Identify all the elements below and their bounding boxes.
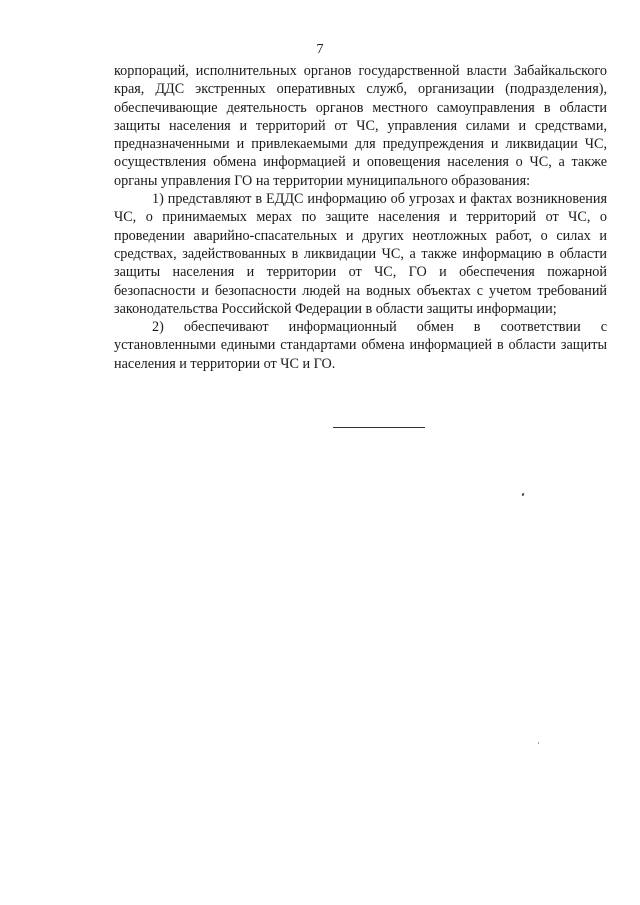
page-number: 7 <box>316 42 324 57</box>
end-of-section-divider <box>333 427 425 428</box>
paragraph-intro: корпораций, исполнительных органов государственной власти Забайкальского края, ДДС экстренных оперативных служб, организации (подразделения), обеспечивающие деятельность органов местного самоуправления в области защиты населения и территорий от ЧС, управления силами и средствами, предназначенными и привлекаемыми для предупреждения и ликвидации ЧС, осуществления обмена информацией и оповещения населения о ЧС, а также органы управления ГО на территории муниципального образования: <box>114 63 607 189</box>
document-body <box>114 62 607 373</box>
list-item-1: 1) представляют в ЕДДС информацию об угрозах и фактах возникновения ЧС, о принимаемых мерах по защите населения и территорий от ЧС, о проведении аварийно-спасательных и других неотложных работ, о силах и средствах, задействованных в ликвидации ЧС, а также информацию в области защиты населения и территории от ЧС, ГО и обеспечения пожарной безопасности и безопасности людей на водных объектах с учетом требований законодательства Российской Федерации в области защиты информации; <box>114 191 607 317</box>
scan-speck <box>538 742 539 744</box>
list-item-2: 2) обеспечивают информационный обмен в соответствии с установленными едиными стандартами обмена информацией в области защиты населения и территории от ЧС и ГО. <box>114 319 607 372</box>
scan-speck <box>522 493 525 497</box>
